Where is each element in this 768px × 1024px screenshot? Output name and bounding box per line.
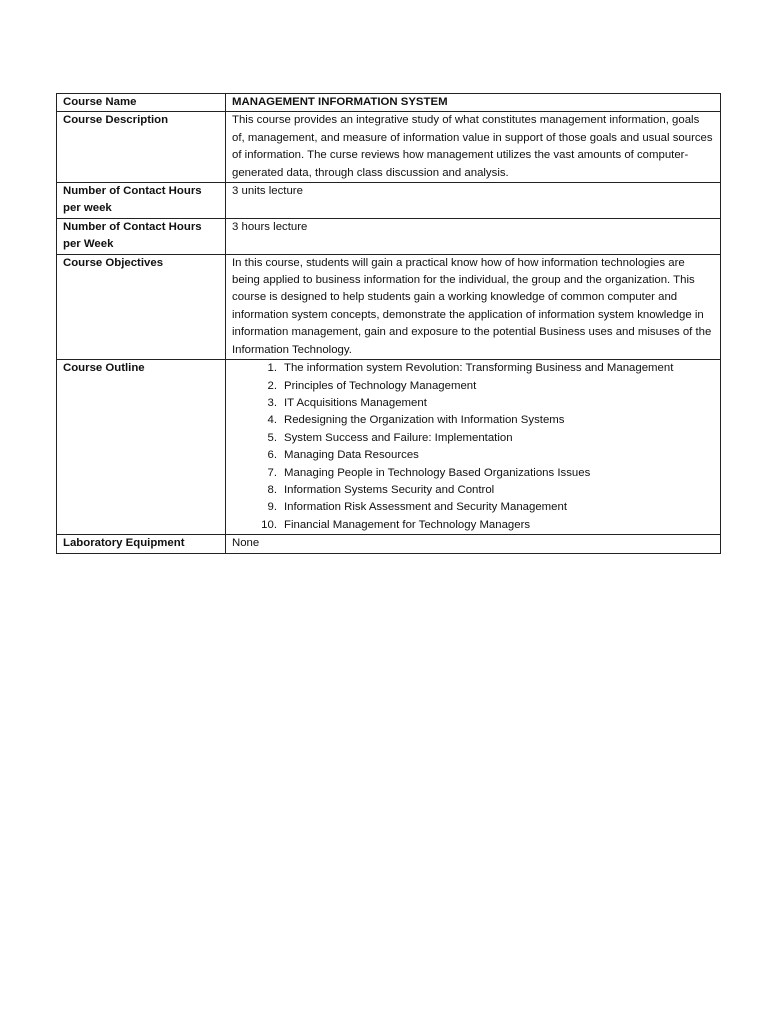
outline-item: [232, 360, 714, 377]
outline-item-text: Principles of Technology Management: [284, 379, 477, 392]
contact-hours-label-2: Number of Contact Hours per Week: [57, 218, 226, 254]
outline-item-text: Information Systems Security and Control: [284, 483, 495, 496]
outline-item-text: Redesigning the Organization with Information Systems: [284, 414, 565, 427]
outline-item-number: 2.: [267, 379, 277, 392]
outline-item: [232, 482, 714, 499]
course-objectives-label: Course Objectives: [57, 254, 226, 359]
course-description-value: This course provides an integrative study of what constitutes management information, goals of, management, and measure of information value in support of those goals and usual sources of information. The curse reviews how management utilizes the vast amounts of computer-generated data, through class discussion and analysis.: [226, 112, 721, 183]
course-outline-value: [226, 360, 721, 535]
laboratory-equipment-label: Laboratory Equipment: [57, 535, 226, 553]
outline-item: [232, 447, 714, 464]
course-objectives-value: In this course, students will gain a practical know how of how information technologies are being applied to business information for the individual, the group and the organization. This course is designed to help students gain a working knowledge of common computer and information system concepts, demonstrate the application of information system knowledge in information management, gain and exposure to the potential Business uses and misuses of the Information Technology.: [226, 254, 721, 359]
outline-item-text: Managing Data Resources: [284, 449, 419, 462]
outline-item-text: Financial Management for Technology Managers: [284, 518, 531, 531]
row-course-name: [57, 94, 721, 112]
outline-item: [232, 465, 714, 482]
outline-item-number: 9.: [267, 501, 277, 514]
row-contact-hours-1: [57, 183, 721, 219]
outline-item-number: 8.: [267, 483, 277, 496]
course-description-label: Course Description: [57, 112, 226, 183]
outline-item-number: 4.: [267, 414, 277, 427]
row-laboratory-equipment: [57, 535, 721, 553]
outline-item: [232, 378, 714, 395]
outline-item-text: Managing People in Technology Based Organizations Issues: [284, 466, 591, 479]
outline-item-text: Information Risk Assessment and Security Management: [284, 501, 567, 514]
outline-item-number: 3.: [267, 396, 277, 409]
outline-item: [232, 395, 714, 412]
row-contact-hours-2: [57, 218, 721, 254]
row-course-objectives: [57, 254, 721, 359]
outline-item: [232, 412, 714, 429]
outline-item-text: The information system Revolution: Transforming Business and Management: [284, 362, 674, 375]
laboratory-equipment-value: None: [226, 535, 721, 553]
course-outline-label: Course Outline: [57, 360, 226, 535]
contact-hours-value-2: 3 hours lecture: [226, 218, 721, 254]
outline-item: [232, 499, 714, 516]
outline-item-number: 7.: [267, 466, 277, 479]
course-name-value: MANAGEMENT INFORMATION SYSTEM: [226, 94, 721, 112]
row-course-outline: [57, 360, 721, 535]
outline-item-number: 1.: [267, 362, 277, 375]
row-course-description: [57, 112, 721, 183]
outline-item-text: System Success and Failure: Implementation: [284, 431, 513, 444]
course-info-table: [56, 93, 721, 554]
outline-item: [232, 517, 714, 534]
outline-item-number: 6.: [267, 449, 277, 462]
outline-item-number: 5.: [267, 431, 277, 444]
contact-hours-label-1: Number of Contact Hours per week: [57, 183, 226, 219]
outline-item-number: 10.: [261, 518, 277, 531]
outline-item: [232, 430, 714, 447]
course-outline-list: [232, 360, 714, 534]
outline-item-text: IT Acquisitions Management: [284, 396, 427, 409]
contact-hours-value-1: 3 units lecture: [226, 183, 721, 219]
course-name-label: Course Name: [57, 94, 226, 112]
